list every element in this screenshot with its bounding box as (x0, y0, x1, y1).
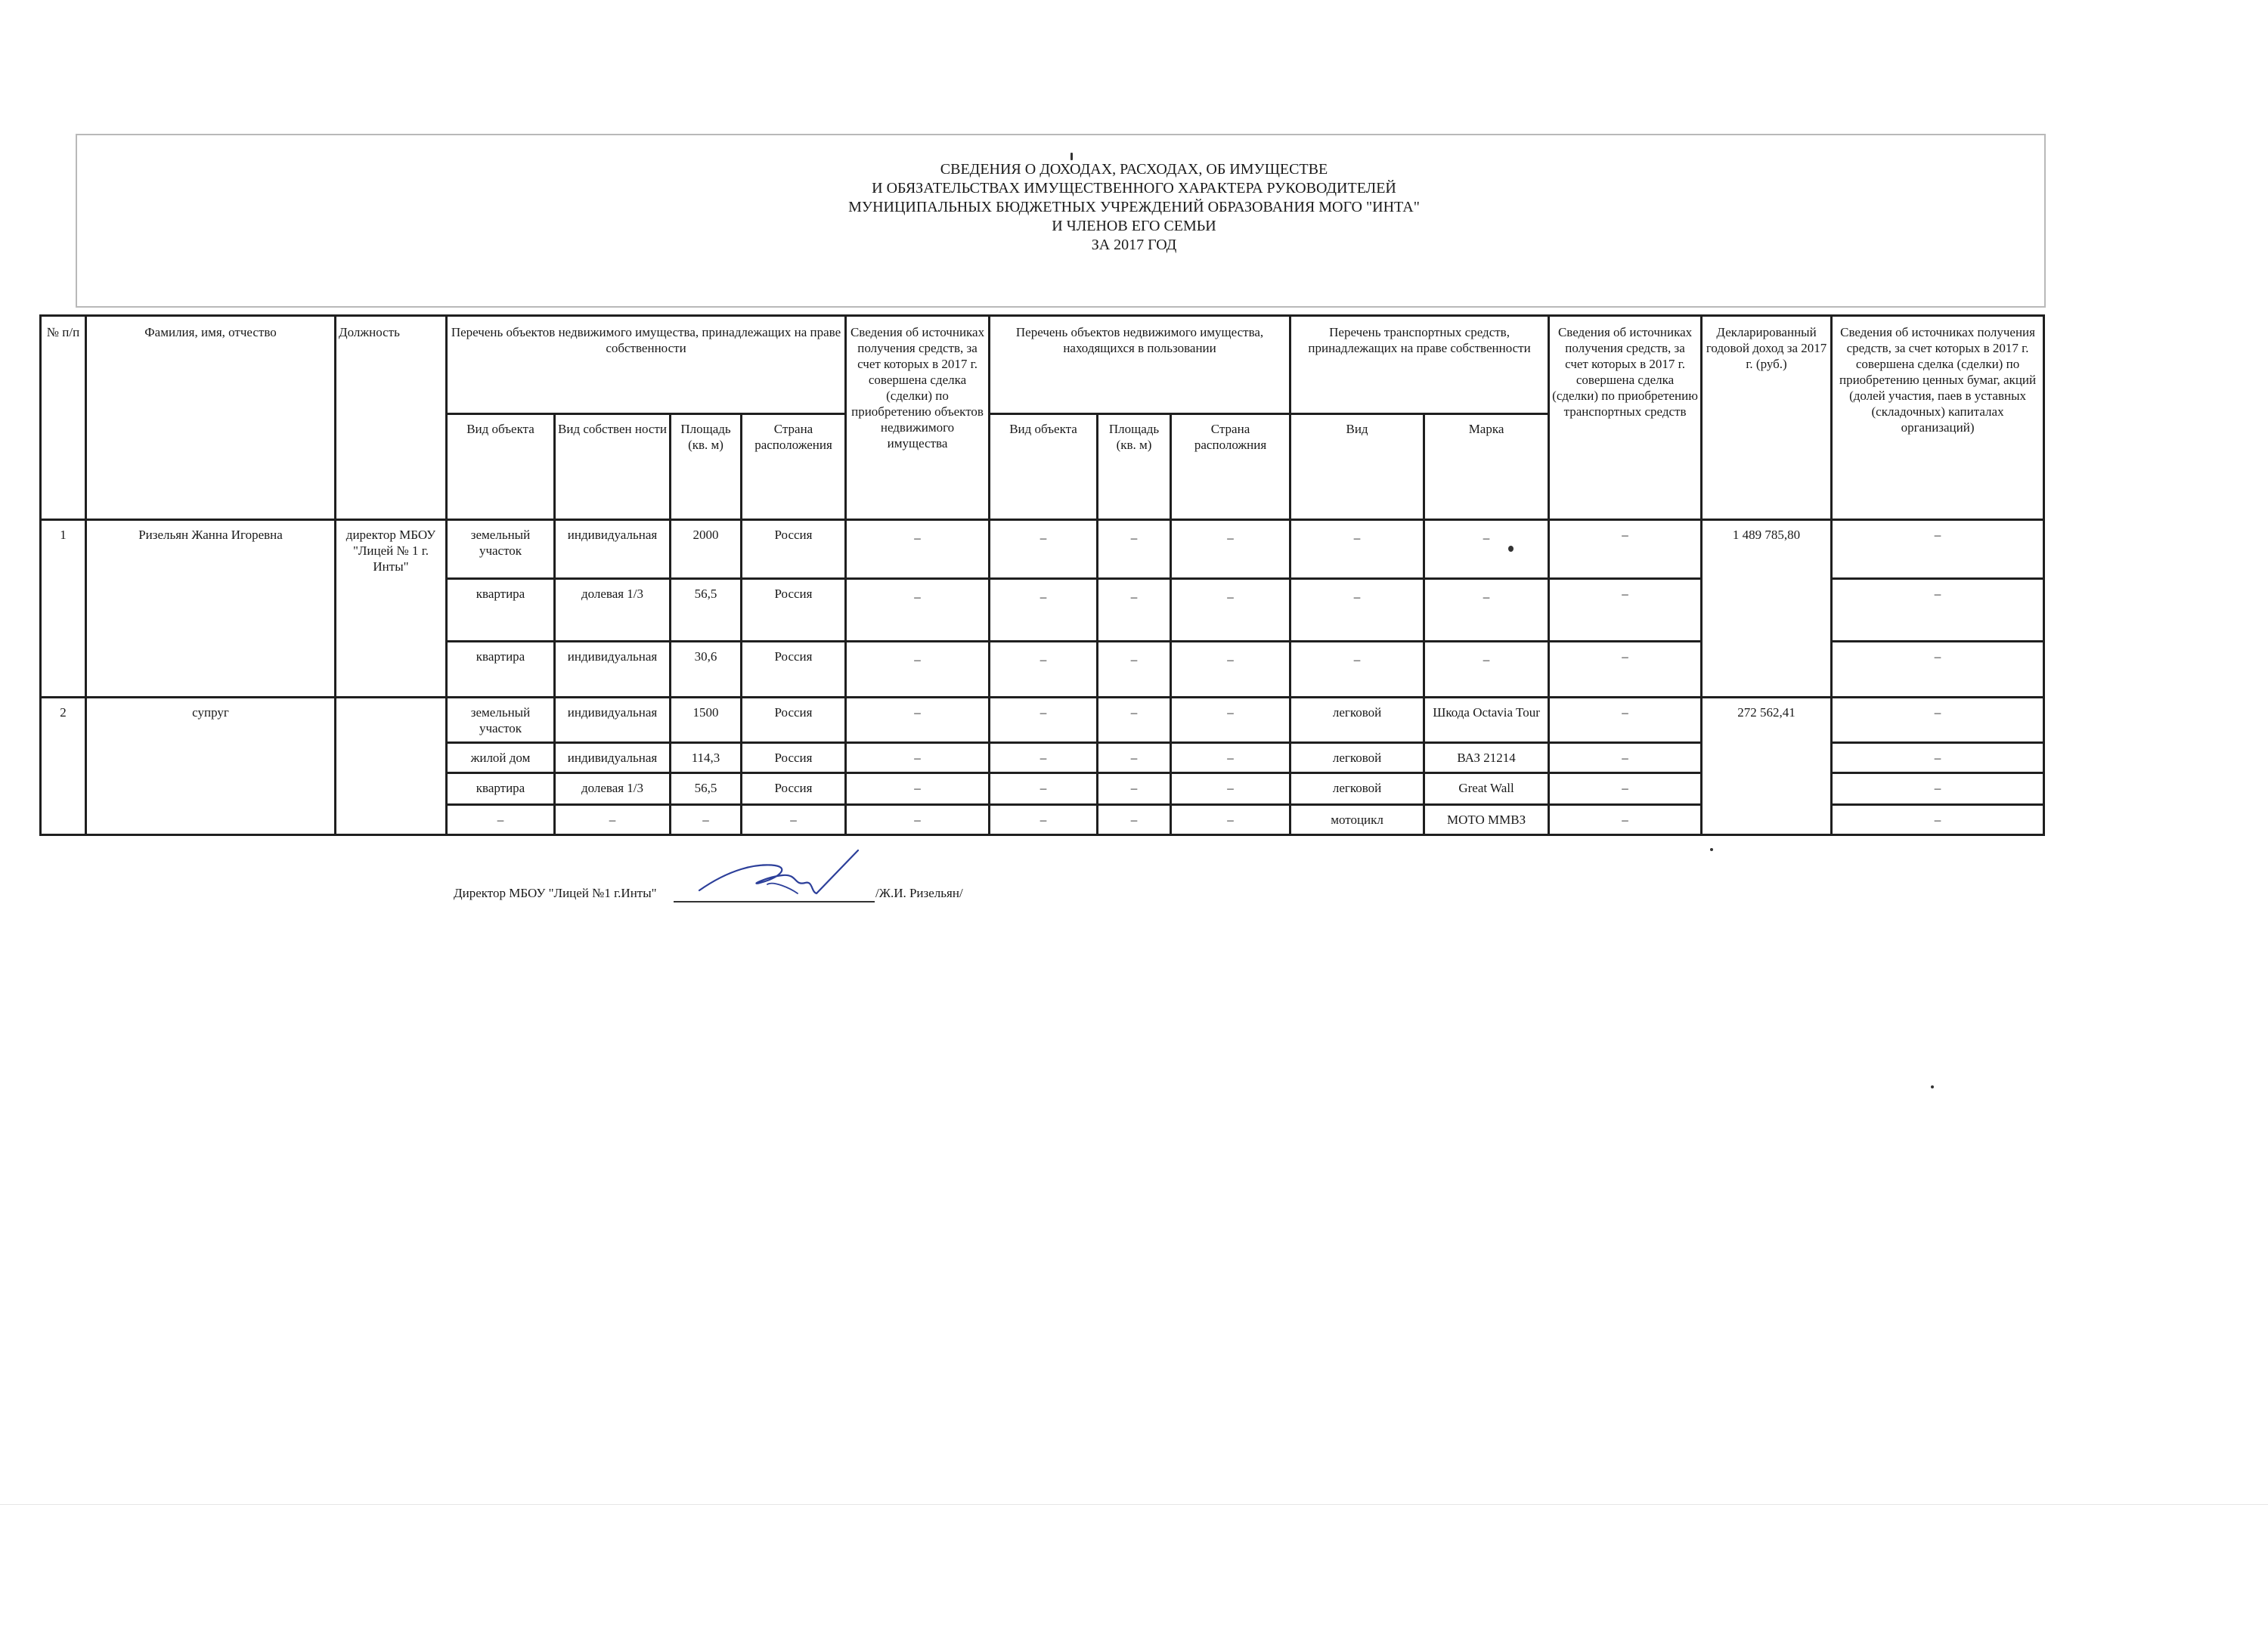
owned-country: Россия (742, 743, 846, 773)
securities-sources: – (1832, 698, 2044, 743)
title-line-1: СВЕДЕНИЯ О ДОХОДАХ, РАСХОДАХ, ОБ ИМУЩЕСТВЕ (940, 161, 1328, 178)
transport-kind: – (1290, 520, 1424, 579)
person-num: 1 (41, 520, 86, 698)
ink-speck (1931, 1085, 1934, 1088)
transport-sources: – (1549, 743, 1702, 773)
used-type: – (990, 698, 1098, 743)
transport-brand: – (1424, 520, 1549, 579)
col-header-owned-area: Площадь (кв. м) (671, 414, 742, 520)
owned-ownership: долевая 1/3 (555, 773, 671, 805)
owned-area: – (671, 805, 742, 835)
col-header-used-country: Страна расположния (1171, 414, 1290, 520)
owned-area: 114,3 (671, 743, 742, 773)
transport-kind: легковой (1290, 773, 1424, 805)
securities-sources: – (1832, 520, 2044, 579)
owned-type: квартира (447, 642, 555, 698)
transport-brand: ВАЗ 21214 (1424, 743, 1549, 773)
used-type: – (990, 805, 1098, 835)
transport-brand: – (1424, 579, 1549, 642)
col-header-income: Декларированный годовой доход за 2017 г. (руб.) (1702, 316, 1832, 520)
col-header-used-area: Площадь (кв. м) (1098, 414, 1171, 520)
owned-sources: – (846, 805, 990, 835)
transport-brand: Шкода Octavia Tour (1424, 698, 1549, 743)
col-header-transport-kind: Вид (1290, 414, 1424, 520)
owned-country: Россия (742, 520, 846, 579)
owned-area: 56,5 (671, 579, 742, 642)
used-area: – (1098, 773, 1171, 805)
owned-ownership: индивидуальная (555, 642, 671, 698)
table-row (41, 520, 2044, 579)
transport-kind: легковой (1290, 698, 1424, 743)
transport-sources: – (1549, 698, 1702, 743)
securities-sources: – (1832, 743, 2044, 773)
col-header-owned-sources: Сведения об источниках получения средств, за счет которых в 2017 г. совершена сделка (сделки) по приобретению объектов недвижимого имущества (846, 316, 990, 520)
signature-label: Директор МБОУ "Лицей №1 г.Инты" (454, 886, 657, 900)
used-area: – (1098, 743, 1171, 773)
used-country: – (1171, 773, 1290, 805)
owned-sources: – (846, 773, 990, 805)
transport-sources: – (1549, 773, 1702, 805)
securities-sources: – (1832, 579, 2044, 642)
securities-sources: – (1832, 805, 2044, 835)
used-area: – (1098, 520, 1171, 579)
declaration-table (39, 314, 2045, 836)
col-header-position: Должность (336, 316, 447, 520)
col-header-owned-country: Страна расположения (742, 414, 846, 520)
col-header-transport-brand: Марка (1424, 414, 1549, 520)
owned-ownership: индивидуальная (555, 520, 671, 579)
col-header-name: Фамилия, имя, отчество (86, 316, 336, 520)
ink-speck (1710, 848, 1713, 851)
title-line-2: И ОБЯЗАТЕЛЬСТВАХ ИМУЩЕСТВЕННОГО ХАРАКТЕРА РУКОВОДИТЕЛЕЙ (872, 180, 1396, 197)
owned-type: – (447, 805, 555, 835)
col-header-used-type: Вид объекта (990, 414, 1098, 520)
owned-type: квартира (447, 579, 555, 642)
used-area: – (1098, 698, 1171, 743)
title-line-5: ЗА 2017 ГОД (1091, 237, 1177, 253)
scan-fold-line (0, 1504, 2268, 1505)
transport-sources: – (1549, 520, 1702, 579)
signature-name: /Ж.И. Ризельян/ (875, 886, 963, 900)
owned-type: жилой дом (447, 743, 555, 773)
table-row (41, 698, 2044, 743)
col-header-securities-sources: Сведения об источниках получения средств, за счет которых в 2017 г. совершена сделка (сделки) по приобретению ценных бумаг, акций (долей участия, паев в уставных (складочных) капиталах организаций) (1832, 316, 2044, 520)
used-country: – (1171, 520, 1290, 579)
securities-sources: – (1832, 642, 2044, 698)
used-type: – (990, 773, 1098, 805)
person-name: Ризельян Жанна Игоревна (86, 520, 336, 698)
owned-area: 30,6 (671, 642, 742, 698)
owned-country: Россия (742, 642, 846, 698)
title-line-3: МУНИЦИПАЛЬНЫХ БЮДЖЕТНЫХ УЧРЕЖДЕНИЙ ОБРАЗОВАНИЯ МОГО "ИНТА" (848, 199, 1420, 215)
ink-speck (1070, 153, 1073, 160)
ink-speck (1508, 546, 1514, 552)
col-header-transport-group: Перечень транспортных средств, принадлежащих на праве собственности (1290, 316, 1549, 414)
used-area: – (1098, 805, 1171, 835)
transport-kind: легковой (1290, 743, 1424, 773)
used-area: – (1098, 642, 1171, 698)
owned-sources: – (846, 520, 990, 579)
transport-kind: – (1290, 579, 1424, 642)
person-position: директор МБОУ "Лицей № 1 г. Инты" (336, 520, 447, 698)
owned-type: земельный участок (447, 520, 555, 579)
owned-ownership: индивидуальная (555, 743, 671, 773)
person-income: 1 489 785,80 (1702, 520, 1832, 698)
used-area: – (1098, 579, 1171, 642)
used-country: – (1171, 579, 1290, 642)
used-type: – (990, 743, 1098, 773)
col-header-owned-type: Вид объекта (447, 414, 555, 520)
owned-country: Россия (742, 773, 846, 805)
transport-brand: Great Wall (1424, 773, 1549, 805)
owned-type: земельный участок (447, 698, 555, 743)
owned-ownership: – (555, 805, 671, 835)
used-country: – (1171, 743, 1290, 773)
transport-brand: – (1424, 642, 1549, 698)
owned-country: – (742, 805, 846, 835)
owned-sources: – (846, 642, 990, 698)
owned-area: 56,5 (671, 773, 742, 805)
person-name: супруг (86, 698, 336, 835)
used-type: – (990, 520, 1098, 579)
owned-sources: – (846, 698, 990, 743)
transport-brand: МОТО ММВЗ (1424, 805, 1549, 835)
col-header-owned-group: Перечень объектов недвижимого имущества, принадлежащих на праве собственности (447, 316, 846, 414)
owned-country: Россия (742, 579, 846, 642)
used-country: – (1171, 698, 1290, 743)
used-country: – (1171, 805, 1290, 835)
transport-sources: – (1549, 805, 1702, 835)
title-line-4: И ЧЛЕНОВ ЕГО СЕМЬИ (1052, 218, 1216, 234)
document-title (0, 160, 2268, 255)
owned-sources: – (846, 579, 990, 642)
owned-area: 2000 (671, 520, 742, 579)
col-header-owned-ownership: Вид собствен ности (555, 414, 671, 520)
used-type: – (990, 579, 1098, 642)
handwritten-signature (684, 847, 881, 915)
transport-sources: – (1549, 642, 1702, 698)
owned-type: квартира (447, 773, 555, 805)
owned-area: 1500 (671, 698, 742, 743)
col-header-used-group: Перечень объектов недвижимого имущества, находящихся в пользовании (990, 316, 1290, 414)
person-num: 2 (41, 698, 86, 835)
transport-kind: – (1290, 642, 1424, 698)
owned-ownership: индивидуальная (555, 698, 671, 743)
used-type: – (990, 642, 1098, 698)
person-position (336, 698, 447, 835)
transport-kind: мотоцикл (1290, 805, 1424, 835)
col-header-num: № п/п (41, 316, 86, 520)
person-income: 272 562,41 (1702, 698, 1832, 835)
owned-country: Россия (742, 698, 846, 743)
owned-sources: – (846, 743, 990, 773)
securities-sources: – (1832, 773, 2044, 805)
transport-sources: – (1549, 579, 1702, 642)
header-row-1 (41, 316, 2044, 414)
owned-ownership: долевая 1/3 (555, 579, 671, 642)
col-header-transport-sources: Сведения об источниках получения средств, за счет которых в 2017 г. совершена сделка (сделки) по приобретению транспортных средств (1549, 316, 1702, 520)
used-country: – (1171, 642, 1290, 698)
